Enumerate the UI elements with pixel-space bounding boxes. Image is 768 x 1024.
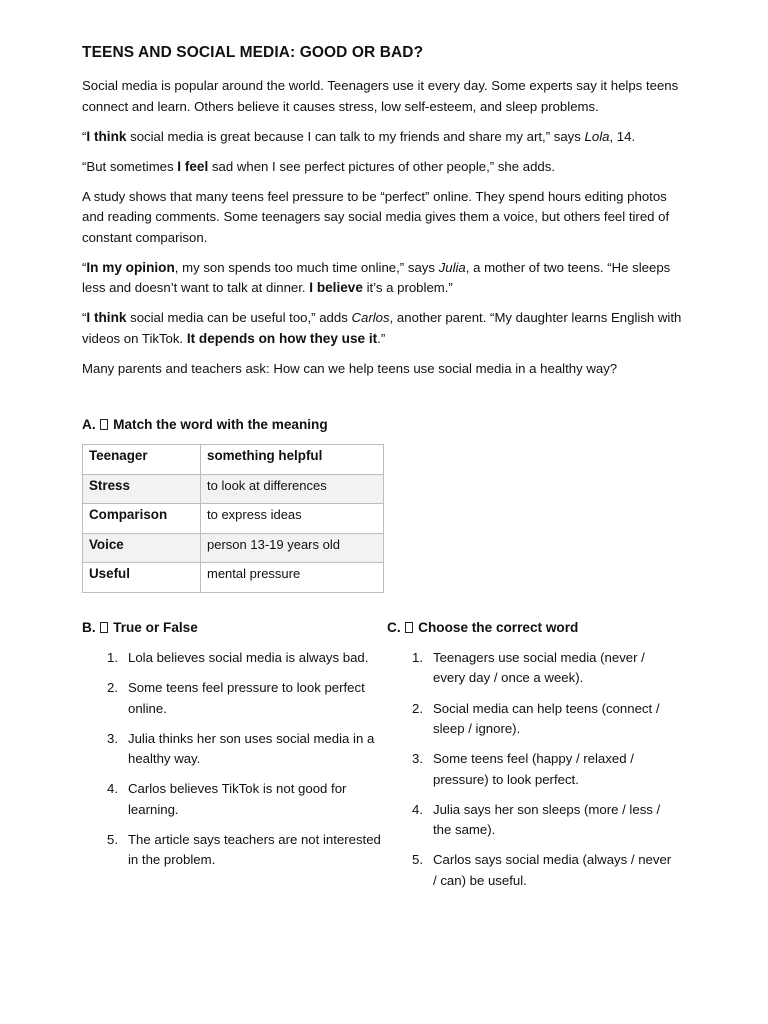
choose-word-list	[387, 648, 677, 891]
item-number: 2.	[107, 680, 118, 696]
quote-text: social media is great because I can talk to my friends and share my art,” says	[126, 128, 585, 144]
item-text: Teenagers use social media (never / every day / once a week).	[433, 649, 645, 686]
opinion-phrase: In my opinion	[86, 259, 175, 275]
quote-mark: “	[82, 310, 87, 325]
item-text: Julia says her son sleeps (more / less / the same).	[433, 801, 661, 838]
section-a	[82, 417, 686, 593]
meaning-cell: something helpful	[201, 445, 384, 475]
exercise-columns	[82, 620, 686, 901]
quote-text: it’s a problem.”	[362, 280, 453, 295]
table-row	[83, 474, 384, 504]
term-cell: Voice	[83, 533, 201, 563]
quote-lola-1	[82, 127, 686, 148]
list-item	[387, 749, 677, 790]
item-number: 3.	[107, 730, 118, 746]
study-paragraph: A study shows that many teens feel pressure to be “perfect” online. They spend hours editing photos and reading comments. Some teenagers say social media gives them a voice, but others feel tired of constant comparison.	[82, 188, 670, 245]
list-item	[82, 648, 387, 669]
quote-text: “But sometimes	[82, 158, 178, 174]
item-text: Carlos believes TikTok is not good for learning.	[128, 781, 347, 817]
intro-paragraph: Social media is popular around the world. Teenagers use it every day. Some experts say it helps teens connect and learn. Others believe it causes stress, low self-esteem, and sleep problems.	[82, 78, 679, 114]
item-number: 3.	[412, 751, 423, 767]
item-text: Some teens feel (happy / relaxed / pressure) to look perfect.	[433, 751, 634, 787]
term-cell: Comparison	[83, 504, 201, 534]
item-text: Social media can help teens (connect / sleep / ignore).	[433, 700, 660, 737]
closing-question: Many parents and teachers ask: How can we help teens use social media in a healthy way?	[82, 360, 618, 376]
term-cell: Stress	[83, 474, 201, 504]
section-b-title	[82, 620, 387, 635]
section-prefix: B.	[82, 619, 96, 635]
meaning-cell: to look at differences	[201, 474, 384, 504]
list-item	[387, 648, 677, 689]
quote-lola-2	[82, 157, 686, 178]
list-item	[82, 678, 387, 719]
section-b	[82, 620, 387, 901]
item-text: Lola believes social media is always bad.	[128, 649, 369, 665]
match-table	[82, 444, 384, 593]
item-number: 4.	[412, 801, 423, 817]
quote-text: , another parent. “My daughter learns English with videos on TikTok.	[82, 310, 682, 346]
item-text: Some teens feel pressure to look perfect online.	[128, 680, 365, 716]
item-text: Julia thinks her son uses social media in a healthy way.	[128, 730, 375, 767]
quote-text: , my son spends too much time online,” says	[174, 259, 439, 275]
quote-text: , 14.	[609, 128, 636, 144]
list-item	[387, 699, 677, 740]
item-number: 1.	[412, 649, 423, 665]
list-item	[387, 800, 677, 841]
item-number: 4.	[107, 781, 118, 797]
list-item	[82, 729, 387, 770]
section-c-title	[387, 620, 677, 635]
item-number: 1.	[107, 649, 118, 665]
section-a-title	[82, 417, 686, 432]
section-heading: Choose the correct word	[418, 619, 579, 635]
opinion-phrase: I believe	[309, 280, 363, 295]
item-number: 5.	[412, 852, 423, 868]
speaker-name: Julia	[438, 259, 466, 275]
quote-mark: “	[82, 259, 87, 275]
item-text: The article says teachers are not interested in the problem.	[128, 831, 381, 868]
missing-glyph-icon	[100, 622, 108, 633]
table-row	[83, 533, 384, 563]
section-c	[387, 620, 677, 901]
meaning-cell: to express ideas	[201, 504, 384, 534]
missing-glyph-icon	[405, 622, 413, 633]
page-title: TEENS AND SOCIAL MEDIA: GOOD OR BAD?	[82, 44, 424, 61]
section-heading: True or False	[113, 619, 198, 635]
quote-carlos	[82, 308, 686, 349]
section-heading: Match the word with the meaning	[113, 417, 328, 432]
quote-text: sad when I see perfect pictures of other people,” she adds.	[208, 158, 556, 174]
opinion-phrase: It depends on how they use it	[186, 330, 378, 346]
quote-mark: “	[82, 128, 87, 144]
table-row	[83, 445, 384, 475]
missing-glyph-icon	[100, 419, 108, 430]
section-prefix: C.	[387, 619, 401, 635]
meaning-cell: person 13-19 years old	[201, 533, 384, 563]
item-number: 5.	[107, 831, 118, 847]
list-item	[387, 850, 677, 891]
true-false-list	[82, 648, 387, 871]
speaker-name: Carlos	[351, 310, 390, 325]
list-item	[82, 779, 387, 820]
opinion-phrase: I think	[86, 310, 127, 325]
table-row	[83, 563, 384, 593]
quote-text: social media can be useful too,” adds	[126, 310, 352, 325]
opinion-phrase: I think	[86, 128, 127, 144]
quote-text: , a mother of two teens. “He sleeps less and doesn’t want to talk at dinner.	[82, 259, 671, 295]
term-cell: Useful	[83, 563, 201, 593]
section-prefix: A.	[82, 417, 96, 432]
meaning-cell: mental pressure	[201, 563, 384, 593]
quote-text: .”	[377, 330, 386, 346]
item-text: Carlos says social media (always / never / can) be useful.	[433, 852, 672, 888]
list-item	[82, 830, 387, 871]
term-cell: Teenager	[83, 445, 201, 475]
quote-julia	[82, 258, 686, 299]
speaker-name: Lola	[584, 128, 610, 144]
table-row	[83, 504, 384, 534]
item-number: 2.	[412, 700, 423, 716]
opinion-phrase: I feel	[177, 158, 209, 174]
